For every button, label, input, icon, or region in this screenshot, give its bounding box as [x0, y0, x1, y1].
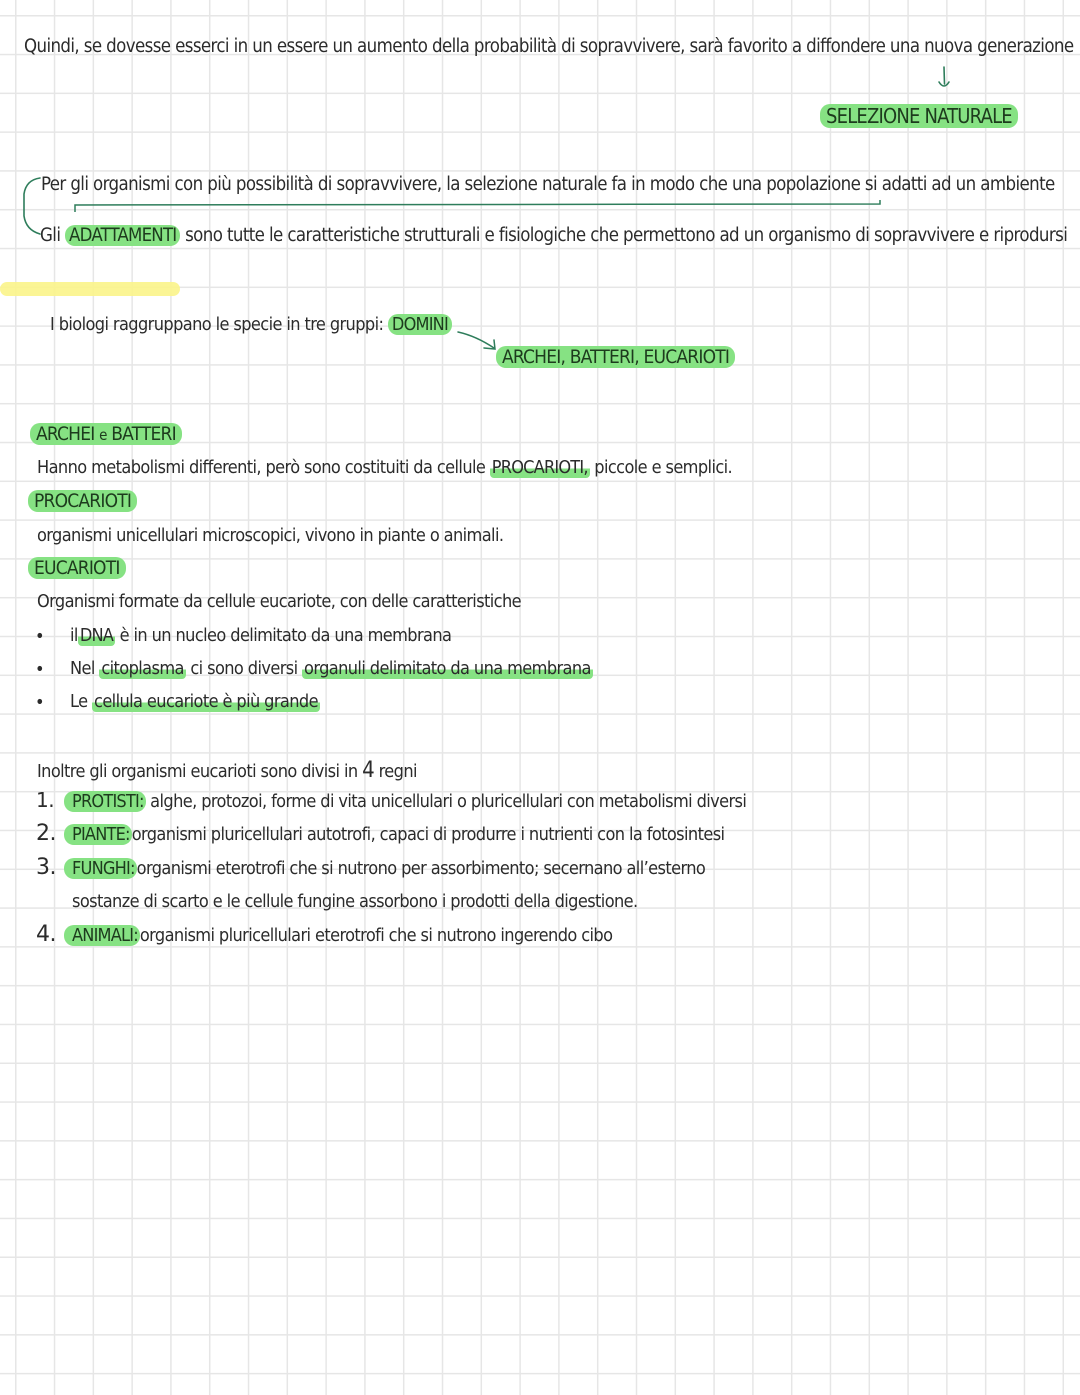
eucarioti-intro: Organismi formate da cellule eucariote, con delle caratteristiche [37, 591, 522, 612]
regni-intro-prefix: Inoltre gli organismi eucarioti sono divisi in [37, 761, 358, 782]
domains-list-highlight: ARCHEI, BATTERI, EUCARIOTI [496, 346, 735, 368]
regno-funghi-continued: sostanze di scarto e le cellule fungine assorbono i prodotti della digestione. [72, 891, 638, 912]
bullet-1-pre: il [70, 625, 78, 646]
archei-batteri-text-prefix: Hanno metabolismi differenti, però sono costituiti da cellule [37, 457, 486, 478]
list-number-4: 4. [36, 922, 56, 947]
regno-piante [64, 824, 724, 845]
funghi-term: FUNGHI: [64, 858, 137, 879]
citoplasma-term: citoplasma [101, 658, 184, 679]
bullet-icon: • [35, 692, 45, 713]
regno-protisti [64, 791, 746, 812]
down-arrow-icon [936, 66, 952, 92]
batteri-label: BATTERI [111, 423, 176, 445]
organuli-term: organuli delimitato da una membrana [304, 658, 591, 679]
list-number-2: 2. [36, 821, 56, 846]
adattamenti-rest: sono tutte le caratteristiche strutturali e fisiologiche che permettono ad un organismo di sopravvivere e riprodursi [185, 225, 1068, 246]
regno-animali [64, 925, 612, 946]
piante-desc: organismi pluricellulari autotrofi, capaci di produrre i nutrienti con la fotosintesi [131, 824, 725, 845]
archei-batteri-text [37, 457, 732, 478]
natural-selection-highlight: SELEZIONE NATURALE [820, 104, 1018, 128]
eucarioti-highlight: EUCARIOTI [28, 557, 126, 579]
eucarioti-bullet-3 [70, 691, 320, 712]
archei-batteri-text-suffix: piccole e semplici. [594, 457, 733, 478]
procarioti-heading [28, 490, 137, 512]
bracket-icon [18, 174, 42, 238]
funghi-desc: organismi eterotrofi che si nutrono per assorbimento; secernano all’esterno [136, 858, 706, 879]
adaptation-definition-line: Per gli organismi con più possibilità di sopravvivere, la selezione naturale fa in modo che una popolazione si adatti ad un ambiente [41, 174, 1055, 195]
animali-desc: organismi pluricellulari eterotrofi che si nutrono ingerendo cibo [139, 925, 613, 946]
bullet-3-pre: Le [70, 691, 88, 712]
yellow-highlight-mark [0, 282, 180, 296]
underline-bracket-icon [72, 200, 884, 214]
list-number-3: 3. [36, 855, 56, 880]
archei-label: ARCHEI [36, 423, 95, 445]
regni-count: 4 [362, 758, 375, 783]
archei-batteri-highlight [30, 423, 182, 445]
procarioti-inline-term: PROCARIOTI, [491, 457, 588, 478]
procarioti-highlight: PROCARIOTI [28, 490, 137, 512]
bullet-icon: • [35, 659, 45, 680]
piante-term: PIANTE: [64, 824, 132, 845]
adattamenti-prefix: Gli [40, 225, 61, 246]
eucarioti-bullet-1 [70, 625, 451, 646]
archei-batteri-heading [30, 423, 182, 445]
sentence-natural-selection-intro: Quindi, se dovesse esserci in un essere un aumento della probabilità di sopravvivere, sarà favorito a diffondere una nuova generazione [24, 36, 1074, 57]
adattamenti-line [40, 225, 1067, 246]
eucarioti-bullet-2 [70, 658, 593, 679]
procarioti-text: organismi unicellulari microscopici, vivono in piante o animali. [37, 525, 504, 546]
e-label: e [99, 426, 107, 444]
eucarioti-heading [28, 557, 126, 579]
domini-intro-text: I biologi raggruppano le specie in tre gruppi: [50, 314, 384, 335]
list-number-1: 1. [36, 788, 55, 812]
domains-list [496, 346, 735, 368]
domini-intro-line [50, 314, 452, 335]
cellula-grande-term: cellula eucariote è più grande [94, 691, 318, 712]
natural-selection-label [820, 104, 1018, 128]
protisti-desc: alghe, protozoi, forme di vita unicellulari o pluricellulari con metabolismi diversi [150, 791, 747, 812]
bullet-2-pre: Nel [70, 658, 95, 679]
bullet-1-post: è in un nucleo delimitato da una membrana [115, 625, 452, 646]
bullet-icon: • [35, 626, 45, 647]
animali-term: ANIMALI: [64, 925, 140, 946]
adattamenti-term: ADATTAMENTI [65, 225, 180, 246]
regno-funghi [64, 858, 705, 879]
bullet-2-mid: ci sono diversi [185, 658, 303, 679]
dna-term: DNA [79, 625, 114, 646]
regni-intro-suffix: regni [378, 761, 417, 782]
protisti-term: PROTISTI: [64, 791, 146, 812]
domini-term: DOMINI [388, 314, 452, 335]
regni-intro [37, 758, 417, 783]
